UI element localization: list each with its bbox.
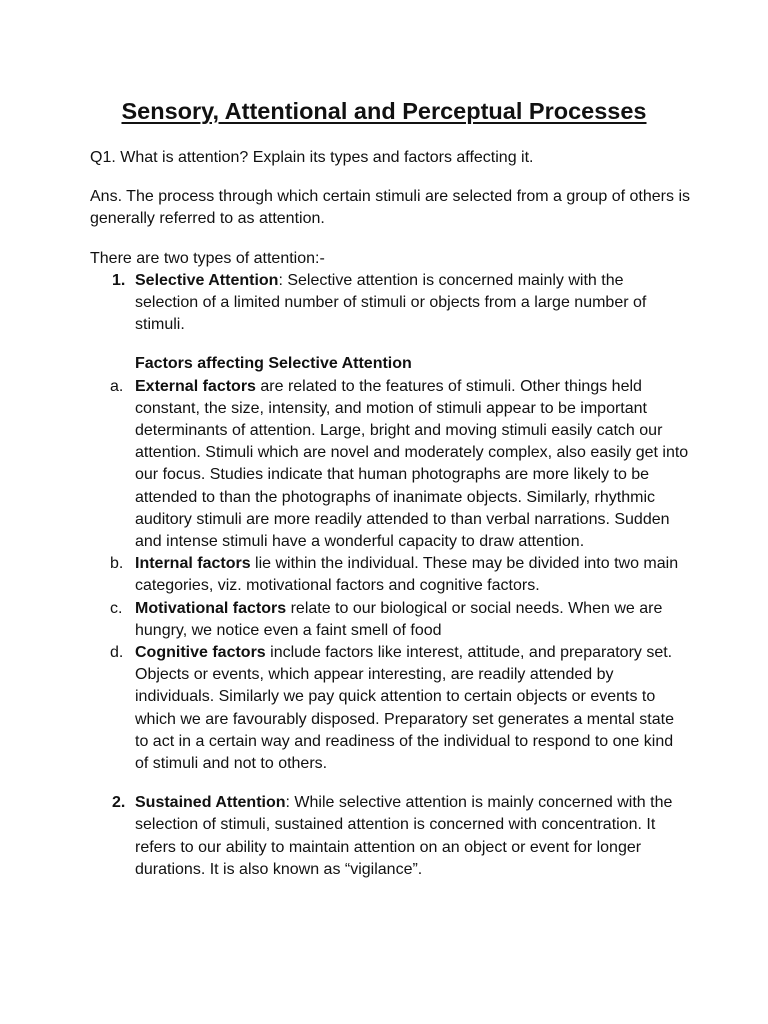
answer-paragraph: Ans. The process through which certain stimuli are selected from a group of others is generally referred to as attention. [90, 188, 690, 228]
type-term: Selective Attention [135, 271, 279, 289]
list-marker: c. [110, 599, 123, 617]
factor-description: are related to the features of stimuli. Other things held constant, the size, intensity, and motion of stimuli appear to be important determinants of attention. Large, bright and moving stimuli easily catch our attention. Stimuli which are novel and moderately complex, also easily get into our focus. Studies indicate that human photographs are more likely to be attended to than the photographs of inanimate objects. Similarly, rhythmic auditory stimuli are more readily attended to than verbal narrations. Sudden and intense stimuli have a wonderful capacity to draw attention. [135, 377, 689, 551]
document-body [90, 147, 690, 881]
factor-item-internal [90, 553, 690, 597]
factor-item-cognitive [90, 642, 690, 775]
list-marker: 1. [112, 271, 126, 289]
type-item-sustained [90, 792, 690, 881]
factor-item-motivational [90, 598, 690, 642]
spacer [90, 231, 690, 248]
type-description: : Selective attention is concerned mainly with the selection of a limited number of stimuli or objects from a large number of stimuli. [135, 271, 647, 334]
factor-description: lie within the individual. These may be divided into two main categories, viz. motivational factors and cognitive factors. [135, 555, 679, 595]
spacer [90, 169, 690, 186]
factors-heading: Factors affecting Selective Attention [135, 355, 412, 373]
type-description: : While selective attention is mainly concerned with the selection of stimuli, sustained attention is concerned with concentration. It refers to our ability to maintain attention on an object or event for longer durations. It is also known as “vigilance”. [135, 794, 673, 878]
spacer [90, 336, 690, 353]
types-intro: There are two types of attention:- [90, 249, 325, 267]
spacer [90, 775, 690, 792]
list-marker: 2. [112, 794, 126, 812]
factor-term: Cognitive factors [135, 644, 266, 662]
document-title: Sensory, Attentional and Perceptual Processes [121, 98, 647, 124]
type-term: Sustained Attention [135, 794, 286, 812]
factor-term: Internal factors [135, 555, 251, 573]
factor-description: relate to our biological or social needs. When we are hungry, we notice even a faint smell of food [135, 599, 663, 639]
list-marker: b. [110, 555, 124, 573]
list-marker: d. [110, 644, 124, 662]
factor-item-external [90, 376, 690, 554]
factor-term: External factors [135, 377, 256, 395]
type-item-selective [90, 270, 690, 337]
question-paragraph: Q1. What is attention? Explain its types and factors affecting it. [90, 149, 534, 166]
factor-description: include factors like interest, attitude, and preparatory set. Objects or events, which appear interesting, are readily attended by individuals. Similarly we pay quick attention to certain objects or events to which we are favourably disposed. Preparatory set generates a mental state to act in a certain way and readiness of the individual to respond to one kind of stimuli and not to others. [135, 644, 674, 773]
list-marker: a. [110, 377, 124, 395]
factor-term: Motivational factors [135, 599, 287, 617]
